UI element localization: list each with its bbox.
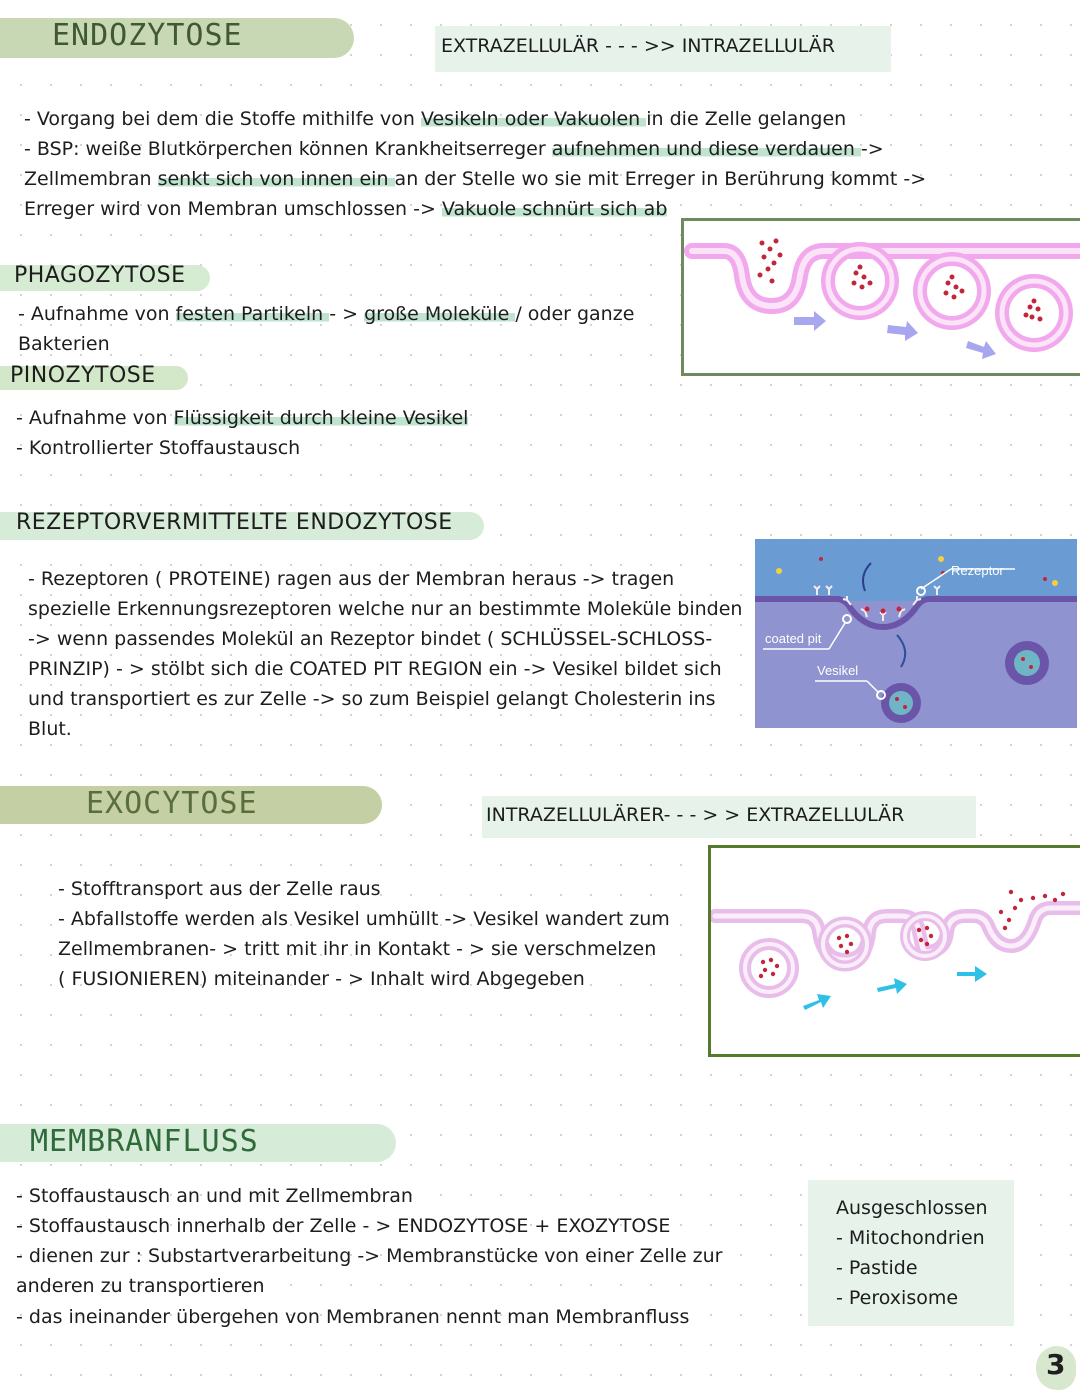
pinozytose-line-1: - Aufnahme von Flüssigkeit durch kleine Vesikel <box>16 407 469 429</box>
endozytose-line-4: Erreger wird von Membran umschlossen -> Vakuole schnürt sich ab <box>24 198 668 220</box>
membranfluss-line-4: anderen zu transportieren <box>16 1275 265 1297</box>
membranfluss-line-5: - das ineinander übergehen von Membranen nennt man Membranfluss <box>16 1306 690 1328</box>
phagozytose-line-2: Bakterien <box>18 333 110 355</box>
exocytose-line-4: ( FUSIONIEREN) miteinander - > Inhalt wird Abgegeben <box>58 968 585 990</box>
endozytose-line-3: Zellmembran senkt sich von innen ein an der Stelle wo sie mit Erreger in Berührung kommt -> <box>24 168 927 190</box>
phagozytose-line-1: - Aufnahme von festen Partikeln - > große Moleküle / oder ganze <box>18 303 635 325</box>
label-coated-pit: coated pit <box>765 631 822 646</box>
ausgeschlossen-item-3: - Peroxisome <box>836 1287 959 1309</box>
membranfluss-line-3: - dienen zur : Substartverarbeitung -> Membranstücke von einer Zelle zur <box>16 1245 723 1267</box>
ausgeschlossen-item-2: - Pastide <box>836 1257 918 1279</box>
exocytose-line-3: Zellmembranen- > tritt mit ihr in Kontakt - > sie verschmelzen <box>58 938 657 960</box>
exocytose-direction: INTRAZELLULÄRER- - - > > EXTRAZELLULÄR <box>486 804 905 826</box>
label-vesikel: Vesikel <box>817 663 859 678</box>
membranfluss-line-1: - Stoffaustausch an und mit Zellmembran <box>16 1185 413 1207</box>
ausgeschlossen-item-1: - Mitochondrien <box>836 1227 985 1249</box>
rezeptor-line-3: -> wenn passendes Molekül an Rezeptor bindet ( SCHLÜSSEL-SCHLOSS- <box>28 628 713 650</box>
page-number: 3 <box>1046 1348 1066 1381</box>
exocytose-illustration-frame <box>708 845 1080 1057</box>
rezeptor-line-5: und transportiert es zur Zelle -> so zum Beispiel gelangt Cholesterin ins <box>28 688 716 710</box>
pinozytose-title: PINOZYTOSE <box>10 363 156 388</box>
rezeptor-line-6: Blut. <box>28 718 72 740</box>
endozytose-direction: EXTRAZELLULÄR - - - >> INTRAZELLULÄR <box>441 35 835 57</box>
rezeptor-title: REZEPTORVERMITTELTE ENDOZYTOSE <box>16 510 453 535</box>
pinozytose-line-2: - Kontrollierter Stoffaustausch <box>16 437 301 459</box>
label-rezeptor: Rezeptor <box>951 563 1004 578</box>
exocytose-line-2: - Abfallstoffe werden als Vesikel umhüllt -> Vesikel wandert zum <box>58 908 670 930</box>
endozytose-line-1: - Vorgang bei dem die Stoffe mithilfe von Vesikeln oder Vakuolen in die Zelle gelangen <box>24 108 847 130</box>
exocytose-title: EXOCYTOSE <box>86 786 258 821</box>
endozytose-title: ENDOZYTOSE <box>52 18 243 53</box>
rezeptor-line-2: spezielle Erkennungsrezeptoren welche nur an bestimmte Moleküle binden <box>28 598 743 620</box>
phagozytose-title: PHAGOZYTOSE <box>14 263 186 288</box>
rezeptor-illustration <box>755 539 1077 728</box>
endozytose-line-2: - BSP: weiße Blutkörperchen können Krankheitserreger aufnehmen und diese verdauen -> <box>24 138 884 160</box>
endozytose-illustration-frame <box>681 218 1080 376</box>
exocytose-line-1: - Stofftransport aus der Zelle raus <box>58 878 381 900</box>
membranfluss-line-2: - Stoffaustausch innerhalb der Zelle - > ENDOZYTOSE + EXOZYTOSE <box>16 1215 671 1237</box>
endozytose-illustration <box>684 221 1080 373</box>
ausgeschlossen-title: Ausgeschlossen <box>836 1197 988 1219</box>
exocytose-illustration <box>711 848 1080 1054</box>
membranfluss-title: MEMBRANFLUSS <box>30 1124 259 1159</box>
rezeptor-line-4: PRINZIP) - > stölbt sich die COATED PIT REGION ein -> Vesikel bildet sich <box>28 658 722 680</box>
rezeptor-line-1: - Rezeptoren ( PROTEINE) ragen aus der Membran heraus -> tragen <box>28 568 675 590</box>
